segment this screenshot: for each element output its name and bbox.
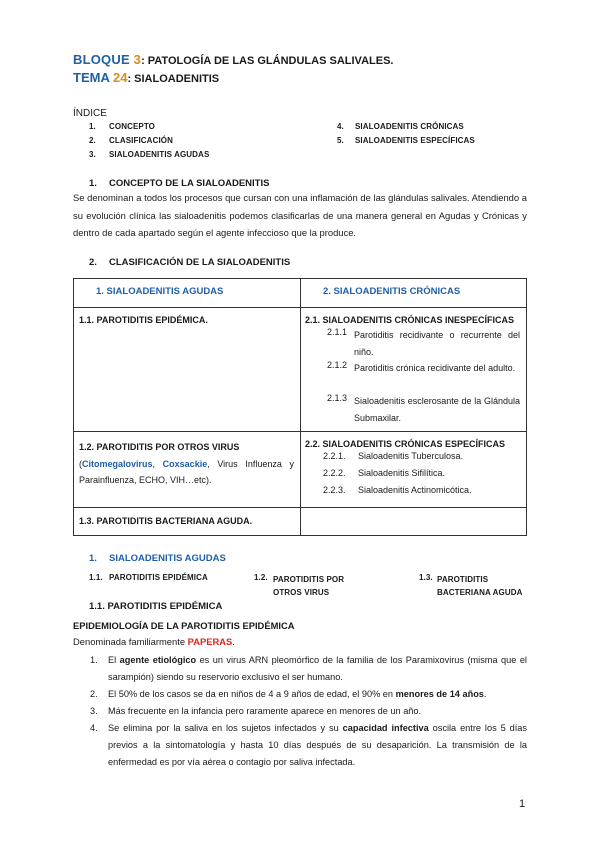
- otros-virus-title: 1.2. PAROTIDITIS POR OTROS VIRUS: [79, 442, 240, 452]
- indice-item-label: SIALOADENITIS AGUDAS: [109, 150, 210, 159]
- otros-virus-cell: 1.2. PAROTIDITIS POR OTROS VIRUS (Citomegalovirus, Coxsackie, Virus Influenza y Parainfluenza, ECHO, VIH…etc).: [79, 442, 294, 485]
- paperas-keyword: PAPERAS: [187, 636, 233, 647]
- bacteriana-aguda: 1.3. PAROTIDITIS BACTERIANA AGUDA.: [79, 516, 253, 526]
- indice-item: 2.: [89, 136, 96, 145]
- section3-heading: SIALOADENITIS AGUDAS: [109, 553, 226, 564]
- item-num: 2.1.1: [327, 327, 348, 337]
- list-item: El 50% de los casos se da en niños de 4 a 9 años de edad, el 90% en menores de 14 años.: [108, 689, 487, 699]
- item-num: 2.1.3: [327, 393, 348, 403]
- bloque-label: BLOQUE: [73, 52, 134, 67]
- table-header-cell: [301, 279, 527, 308]
- virus-citomegalovirus: Citomegalovirus: [82, 458, 153, 469]
- tema-heading: [73, 70, 219, 85]
- indice-item-label: SIALOADENITIS ESPECÍFICAS: [355, 136, 475, 145]
- indice-item-label: CLASIFICACIÓN: [109, 136, 173, 145]
- table-list-item: Sialoadenitis Actinomicótica.: [358, 485, 472, 495]
- item-num: 2.2.3.: [323, 485, 346, 495]
- cronicas-inespecificas-title: 2.1. SIALOADENITIS CRÓNICAS INESPECÍFICAS: [305, 315, 515, 325]
- subsection-heading: 1.1. PAROTIDITIS EPIDÉMICA: [89, 601, 223, 612]
- tema-number: 24: [112, 70, 128, 85]
- sub-num: 1.2.: [254, 573, 268, 582]
- col-cronicas-header: 2. SIALOADENITIS CRÓNICAS: [323, 286, 461, 297]
- table-header-cell: [74, 279, 301, 308]
- table-cell-empty: [301, 508, 527, 536]
- table-cell: [301, 432, 527, 508]
- indice-item: 3.: [89, 150, 96, 159]
- indice-item-label: CONCEPTO: [109, 122, 155, 131]
- page-number: 1: [519, 798, 526, 810]
- list-num: 4.: [90, 723, 98, 733]
- table-list-item: Parotiditis recidivante o recurrente del niño.: [354, 330, 520, 357]
- item-num: 2.1.2: [327, 360, 348, 370]
- table-list-item: Sialoadenitis esclerosante de la Glándula Submaxilar.: [354, 396, 520, 423]
- list-item: Más frecuente en la infancia pero raramente aparece en menores de un año.: [108, 706, 422, 716]
- virus-coxsackie: Coxsackie: [162, 458, 208, 469]
- classification-table: [73, 278, 527, 536]
- bloque-title: : PATOLOGÍA DE LAS GLÁNDULAS SALIVALES.: [141, 55, 394, 67]
- table-list-item: Parotiditis crónica recidivante del adulto.: [354, 363, 516, 373]
- sub-item: PAROTIDITIS BACTERIANA AGUDA: [437, 575, 523, 597]
- section1-heading: CONCEPTO DE LA SIALOADENITIS: [109, 178, 270, 189]
- list-num: 2.: [90, 689, 98, 699]
- bloque-heading: [73, 52, 393, 67]
- table-list-item: Sialoadenitis Sifilítica.: [358, 468, 446, 478]
- section1-body: Se denominan a todos los procesos que cursan con una inflamación de las glándulas salivales. Atendiendo a su evolución clínica las sialoadenitis podemos clasificarlas de una manera general en Agudas y Crónicas y dentro de cada apartado según el agente infeccioso que la produce.: [73, 192, 527, 238]
- table-cell: [301, 308, 527, 432]
- indice-item-label: SIALOADENITIS CRÓNICAS: [355, 122, 464, 131]
- list-item: El agente etiológico es un virus ARN pleomórfico de la familia de los Paramixovirus (misma que el sarampión) siendo su reservorio exclusivo el ser humano.: [108, 655, 527, 682]
- sub-num: 1.1.: [89, 573, 103, 582]
- item-num: 2.2.1.: [323, 451, 346, 461]
- indice-title: ÍNDICE: [73, 108, 107, 119]
- table-list-item: Sialoadenitis Tuberculosa.: [358, 451, 464, 461]
- tema-title: : SIALOADENITIS: [127, 73, 220, 85]
- sub-num: 1.3.: [419, 573, 433, 582]
- col-agudas-header: 1. SIALOADENITIS AGUDAS: [96, 286, 224, 297]
- list-item: Se elimina por la saliva en los sujetos infectados y su capacidad infectiva oscila entre los 5 días previos a la sintomatología y hasta 10 días después de su desaparición. La transmisión de la enfermedad es por vía aérea o contagio por saliva infectada.: [108, 723, 527, 767]
- epidemiologia-title: EPIDEMIOLOGÍA DE LA PAROTIDITIS EPIDÉMICA: [73, 620, 295, 631]
- sub-item: PAROTIDITIS EPIDÉMICA: [109, 573, 208, 582]
- section2-heading-num: 2.: [89, 257, 97, 268]
- item-num: 2.2.2.: [323, 468, 346, 478]
- table-cell: [74, 508, 301, 536]
- indice-item: 1.: [89, 122, 96, 131]
- section2-heading: CLASIFICACIÓN DE LA SIALOADENITIS: [109, 257, 291, 268]
- denominada-line: Denominada familiarmente PAPERAS.: [73, 636, 235, 647]
- bloque-number: 3: [133, 52, 142, 67]
- sub-item: PAROTIDITIS POR OTROS VIRUS: [273, 575, 345, 597]
- table-cell: [74, 308, 301, 432]
- list-num: 1.: [90, 655, 98, 665]
- cronicas-especificas-title: 2.2. SIALOADENITIS CRÓNICAS ESPECÍFICAS: [305, 439, 506, 449]
- tema-label: TEMA: [73, 70, 113, 85]
- section1-heading-num: 1.: [89, 178, 97, 189]
- indice-item: 5.: [337, 136, 344, 145]
- parotiditis-epidemica: 1.1. PAROTIDITIS EPIDÉMICA.: [79, 315, 208, 325]
- indice-item: 4.: [337, 122, 344, 131]
- section3-heading-num: 1.: [89, 553, 97, 564]
- list-num: 3.: [90, 706, 98, 716]
- table-cell: [74, 432, 301, 508]
